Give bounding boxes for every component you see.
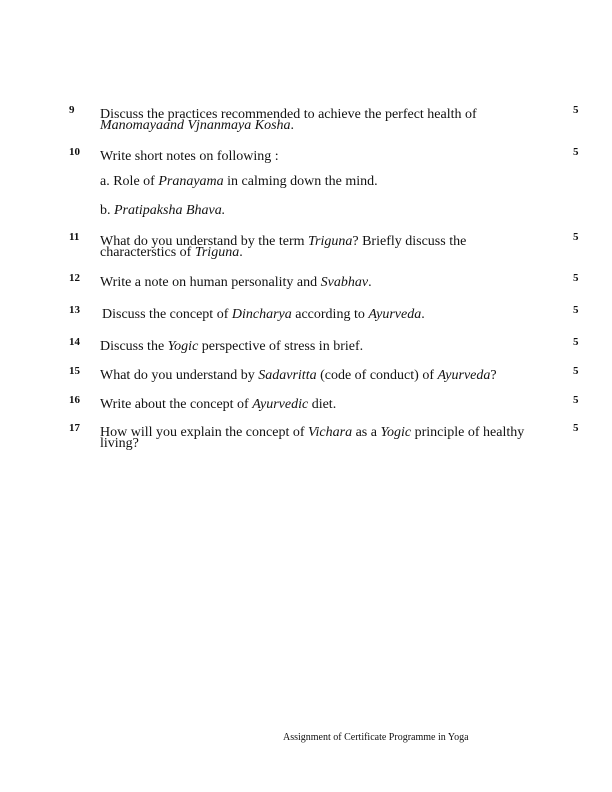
question-marks: 5 bbox=[573, 336, 579, 348]
question-number: 10 bbox=[69, 146, 80, 158]
question-text: Write a note on human personality and Svabhav. bbox=[100, 275, 372, 290]
question-marks: 5 bbox=[573, 104, 579, 116]
question-number: 17 bbox=[69, 422, 80, 434]
question-marks: 5 bbox=[573, 394, 579, 406]
question-number: 14 bbox=[69, 336, 80, 348]
question-number: 13 bbox=[69, 304, 80, 316]
question-text: What do you understand by the term Triguna? Briefly discuss the characterstics of Triguna. bbox=[100, 234, 467, 260]
question-text: What do you understand by Sadavritta (code of conduct) of Ayurveda? bbox=[100, 368, 497, 383]
question-marks: 5 bbox=[573, 304, 579, 316]
question-text: Write short notes on following : bbox=[100, 149, 279, 164]
question-text: Write about the concept of Ayurvedic diet. bbox=[100, 397, 337, 412]
question-marks: 5 bbox=[573, 231, 579, 243]
question-number: 15 bbox=[69, 365, 80, 377]
question-number: 16 bbox=[69, 394, 80, 406]
question-text: Discuss the Yogic perspective of stress in brief. bbox=[100, 339, 364, 354]
question-marks: 5 bbox=[573, 365, 579, 377]
question-text: Discuss the concept of Dincharya according to Ayurveda. bbox=[102, 307, 425, 322]
question-text: How will you explain the concept of Vichara as a Yogic principle of healthy living? bbox=[100, 425, 525, 451]
question-number: 12 bbox=[69, 272, 80, 284]
question-marks: 5 bbox=[573, 146, 579, 158]
sub-item-b: b. Pratipaksha Bhava. bbox=[100, 203, 226, 218]
question-marks: 5 bbox=[573, 272, 579, 284]
page-footer: Assignment of Certificate Programme in Yoga bbox=[283, 732, 469, 743]
sub-item-a: a. Role of Pranayama in calming down the mind. bbox=[100, 174, 378, 189]
question-number: 11 bbox=[69, 231, 80, 243]
question-number: 9 bbox=[69, 104, 75, 116]
question-marks: 5 bbox=[573, 422, 579, 434]
question-text: Discuss the practices recommended to achieve the perfect health of Manomayaand Vjnanmaya Kosha. bbox=[100, 107, 477, 133]
